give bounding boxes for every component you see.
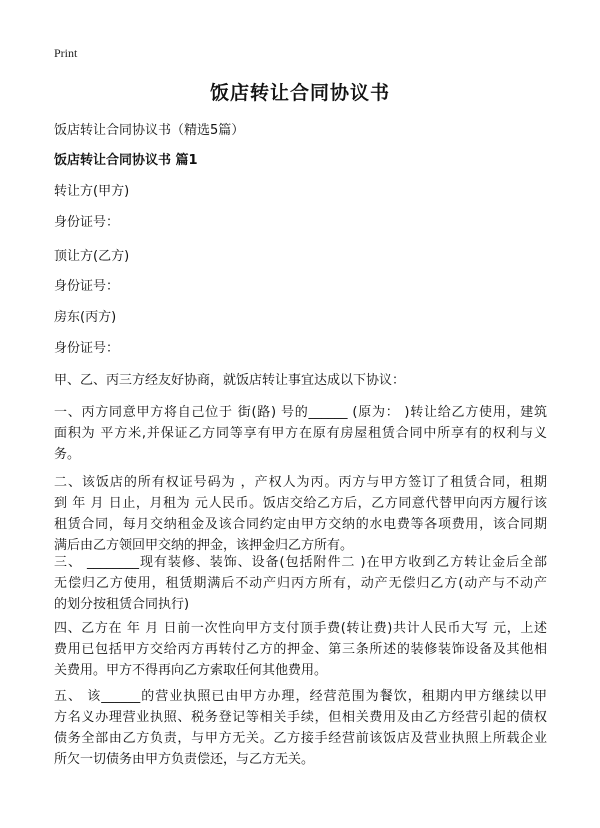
clause-2-line: 到 年 月 日止，月租为 元人民币。饭店交给乙方后，乙方同意代替甲向丙方履行该 [54, 496, 547, 511]
field-landlord: 房东(丙方) [54, 310, 117, 325]
clause-3-line: 三、 ________现有装修、装饰、设备(包括附件二 )在甲方收到乙方转让金后全部 [54, 555, 547, 570]
clause-1-line: 务。 [54, 447, 81, 462]
field-transferor: 转让方(甲方) [54, 184, 130, 199]
document-subtitle: 饭店转让合同协议书（精选5篇） [54, 123, 245, 138]
clause-4-line: 四、乙方在 年 月 日前一次性向甲方支付顶手费(转让费)共计人民币大写 元，上述 [54, 621, 547, 636]
clause-2-line: 二、该饭店的所有权证号码为 ，产权人为丙。丙方与甲方签订了租赁合同，租期 [54, 475, 547, 490]
clause-2-line: 租赁合同，每月交纳租金及该合同约定由甲方交纳的水电费等各项费用，该合同期 [54, 517, 547, 532]
section-heading: 饭店转让合同协议书 篇1 [54, 153, 198, 168]
clause-5-line: 债务全部由乙方负责，与甲方无关。乙方接手经营前该饭店及营业执照上所载企业 [54, 731, 547, 746]
field-transferor-id: 身份证号： [54, 215, 120, 230]
clause-5-line: 五、 该______的营业执照已由甲方办理，经营范围为餐饮，租期内甲方继续以甲 [54, 689, 547, 704]
document-title: 饭店转让合同协议书 [209, 82, 390, 104]
clause-5-line: 所欠一切债务由甲方负责偿还，与乙方无关。 [54, 752, 315, 767]
clause-4-line: 费用已包括甲方交给丙方再转付乙方的押金、第三条所述的装修装饰设备及其他相 [54, 642, 547, 657]
field-landlord-id: 身份证号： [54, 341, 120, 356]
clause-2 [54, 472, 547, 556]
clause-3 [54, 552, 547, 615]
field-transferee: 顶让方(乙方) [54, 249, 130, 264]
clause-1-line: 面积为 平方米,并保证乙方同等享有甲方在原有房屋租赁合同中所享有的权利与义 [54, 426, 547, 441]
agreement-intro: 甲、乙、丙三方经友好协商，就饭店转让事宜达成以下协议： [54, 373, 406, 388]
print-label: Print [54, 46, 78, 60]
clause-5 [54, 686, 547, 770]
clause-3-line: 的划分按租赁合同执行) [54, 597, 190, 612]
clause-5-line: 方名义办理营业执照、税务登记等相关手续，但相关费用及由乙方经营引起的债权 [54, 710, 547, 725]
clause-4-line: 关费用。甲方不得再向乙方索取任何其他费用。 [54, 663, 328, 678]
clause-3-line: 无偿归乙方使用，租赁期满后不动产归丙方所有，动产无偿归乙方(动产与不动产 [54, 576, 547, 591]
clause-2-line: 满后由乙方领回甲交纳的押金，该押金归乙方所有。 [54, 538, 354, 553]
clause-1-line: 一、丙方同意甲方将自己位于 街(路) 号的______ (原为： )转让给乙方使用，建筑 [54, 405, 547, 420]
field-transferee-id: 身份证号： [54, 279, 120, 294]
clause-4 [54, 618, 547, 681]
clause-1 [54, 402, 547, 465]
